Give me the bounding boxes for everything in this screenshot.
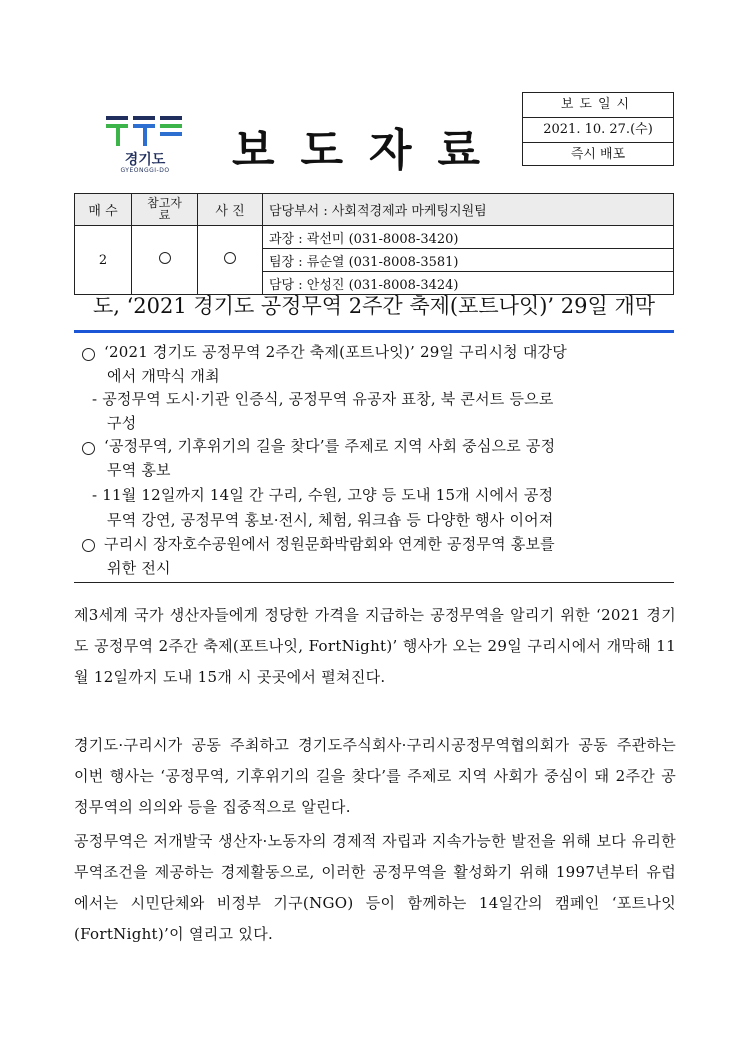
attachment-value [132,226,198,295]
summary-line: 무역 강연, 공정무역 홍보·전시, 체험, 워크숍 등 다양한 행사 이어져 [107,511,554,529]
summary-line: 위한 전시 [107,559,171,577]
headline-rule [74,330,674,333]
summary-line: 구리시 장자호수공원에서 정원문화박람회와 연계한 공정무역 홍보를 [104,535,555,553]
summary-line: ‘2021 경기도 공정무역 2주간 축제(포트나잇)’ 29일 구리시청 대강당 [104,343,567,361]
contact-manager: 과장 : 곽선미 (031-8008-3420) [263,226,674,249]
department-header: 담당부서 : 사회적경제과 마케팅지원팀 [263,194,674,226]
gyeonggi-logo-mark-icon [106,116,184,146]
release-date: 2021. 10. 27.(수) [523,117,673,142]
attachment-header-label: 참고자료 [147,195,182,222]
logo-roman-name: GYEONGGI-DO [120,167,170,174]
contact-staff: 담당 : 안성진 (031-8008-3424) [263,272,674,295]
summary-box [74,336,674,583]
circle-bullet-icon [82,442,95,455]
attachment-header [132,194,198,226]
pages-header: 매 수 [75,194,132,226]
circle-bullet-icon [82,539,95,552]
release-note: 즉시 배포 [523,142,673,167]
summary-line: 구성 [107,414,137,432]
summary-line: - 공정무역 도시·기관 인증식, 공정무역 유공자 표창, 북 콘서트 등으로 [92,390,554,408]
pages-value: 2 [75,226,132,295]
info-table [74,193,674,295]
body-paragraph: 공정무역은 저개발국 생산자·노동자의 경제적 자립과 지속가능한 발전을 위해 보다 유리한 무역조건을 제공하는 경제활동으로, 이러한 공정무역을 활성화기 위해 1997년부터 유럽에서는 시민단체와 비정부 기구(NGO) 등이 함께하는 14일간의 캠페인 ‘포트나잇(FortNight)’이 열리고 있다. [74,832,676,943]
photo-value [198,226,263,295]
info-table-header-row [75,194,674,226]
body-paragraph: 제3세계 국가 생산자들에게 정당한 가격을 지급하는 공정무역을 알리기 위한 ‘2021 경기도 공정무역 2주간 축제(포트나잇, FortNight)’ 행사가 오는 29일 구리시에서 개막해 11월 12일까지 도내 15개 시 곳곳에서 펼쳐진다. [74,606,676,686]
circle-mark-icon [159,252,171,264]
summary-line: 에서 개막식 개최 [107,367,220,385]
headline: 도, ‘2021 경기도 공정무역 2주간 축제(포트나잇)’ 29일 개막 [92,294,656,318]
photo-header: 사 진 [198,194,263,226]
summary-line: ‘공정무역, 기후위기의 길을 찾다’를 주제로 지역 사회 중심으로 공정 [104,437,556,455]
info-table-row [75,226,674,249]
summary-line: - 11월 12일까지 14일 간 구리, 수원, 고양 등 도내 15개 시에서 공정 [92,486,554,504]
gyeonggi-logo [104,116,186,180]
body-paragraph: 경기도·구리시가 공동 주최하고 경기도주식회사·구리시공정무역협의회가 공동 주관하는 이번 행사는 ‘공정무역, 기후위기의 길을 찾다’를 주제로 지역 사회가 중심이 돼 2주간 공정무역의 의의와 등을 집중적으로 알린다. [74,736,676,816]
logo-name: 경기도 [124,152,166,168]
document-title: 보도자료 [232,125,507,176]
circle-mark-icon [224,252,236,264]
summary-line: 무역 홍보 [107,461,171,479]
contact-team-leader: 팀장 : 류순열 (031-8008-3581) [263,249,674,272]
circle-bullet-icon [82,348,95,361]
release-label: 보도일시 [560,97,636,112]
release-info-box [522,92,674,166]
